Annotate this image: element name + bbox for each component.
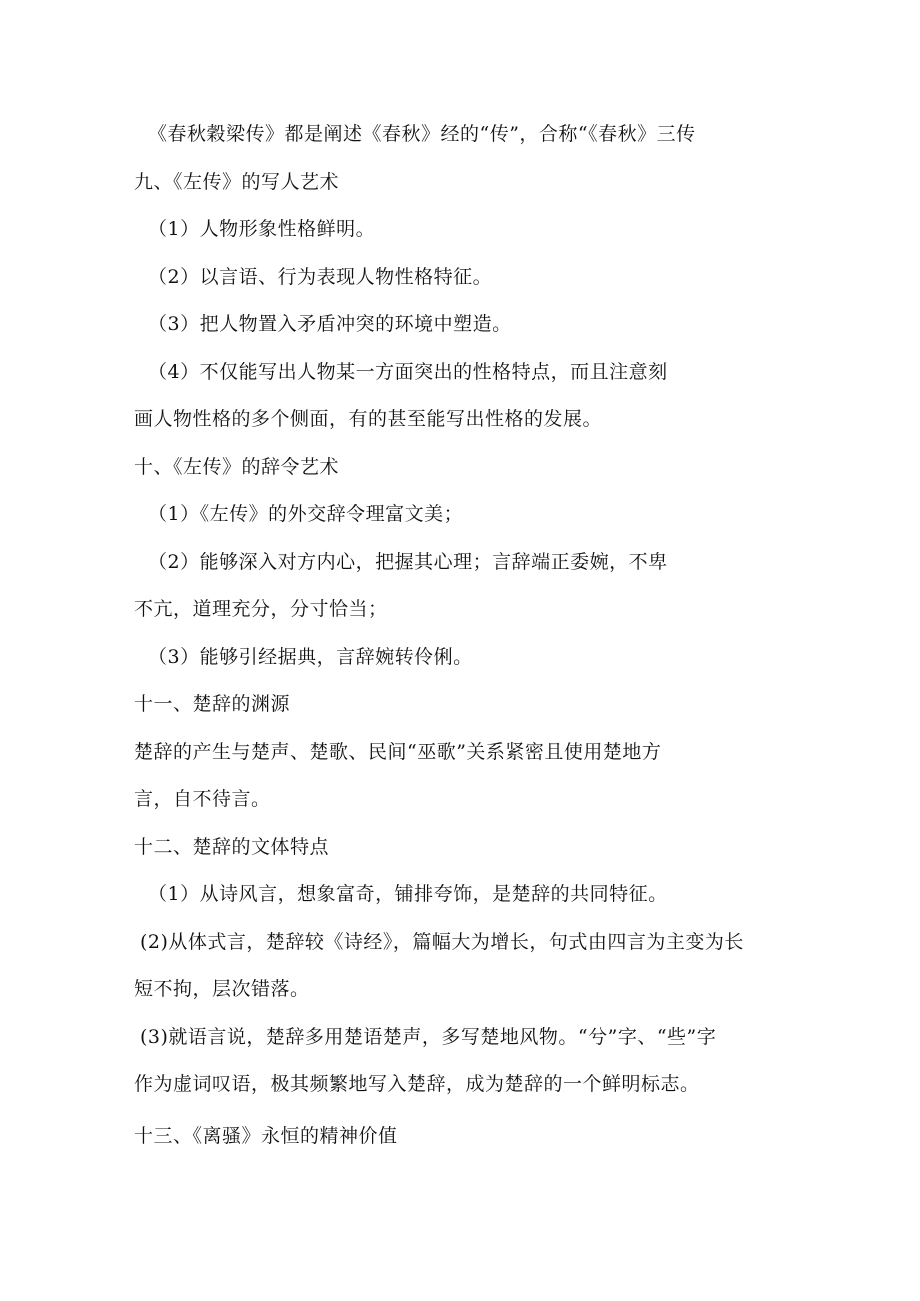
list-item: （3）把人物置入矛盾冲突的环境中塑造。: [148, 313, 512, 335]
list-item: （3）能够引经据典，言辞婉转伶俐。: [148, 646, 473, 668]
section-heading: 十三、《离骚》永恒的精神价值: [134, 1125, 398, 1147]
text-line: 画人物性格的多个侧面，有的甚至能写出性格的发展。: [134, 408, 603, 430]
list-item: （1）从诗风言，想象富奇，铺排夸饰，是楚辞的共同特征。: [148, 883, 668, 905]
list-item: （1）人物形象性格鲜明。: [148, 218, 376, 240]
text-line: 《春秋穀梁传》都是阐述《春秋》经的“传”，合称“《春秋》三传: [148, 123, 696, 145]
text-line: 短不拘，层次错落。: [134, 978, 310, 1000]
section-heading: 十、《左传》的辞令艺术: [134, 456, 340, 478]
list-item: （1）《左传》的外交辞令理富文美；: [148, 503, 464, 525]
section-heading: 十二、楚辞的文体特点: [134, 836, 330, 858]
list-item: （2）能够深入对方内心，把握其心理；言辞端正委婉，不卑: [148, 551, 668, 573]
text-line: 作为虚词叹语，极其频繁地写入楚辞，成为楚辞的一个鲜明标志。: [134, 1073, 700, 1095]
section-heading: 十一、楚辞的渊源: [134, 693, 291, 715]
list-item: (2)从体式言，楚辞较《诗经》，篇幅大为增长，句式由四言为主变为长: [140, 931, 744, 953]
text-line: 言，自不待言。: [134, 788, 271, 810]
list-item: （4）不仅能写出人物某一方面突出的性格特点，而且注意刻: [148, 361, 668, 383]
text-line: 不亢，道理充分，分寸恰当；: [134, 598, 388, 620]
text-line: 楚辞的产生与楚声、楚歌、民间“巫歌”关系紧密且使用楚地方: [134, 741, 662, 763]
list-item: （2）以言语、行为表现人物性格特征。: [148, 266, 493, 288]
section-heading: 九、《左传》的写人艺术: [134, 171, 340, 193]
list-item: (3)就语言说，楚辞多用楚语楚声，多写楚地风物。“兮”字、“些”字: [140, 1026, 717, 1048]
